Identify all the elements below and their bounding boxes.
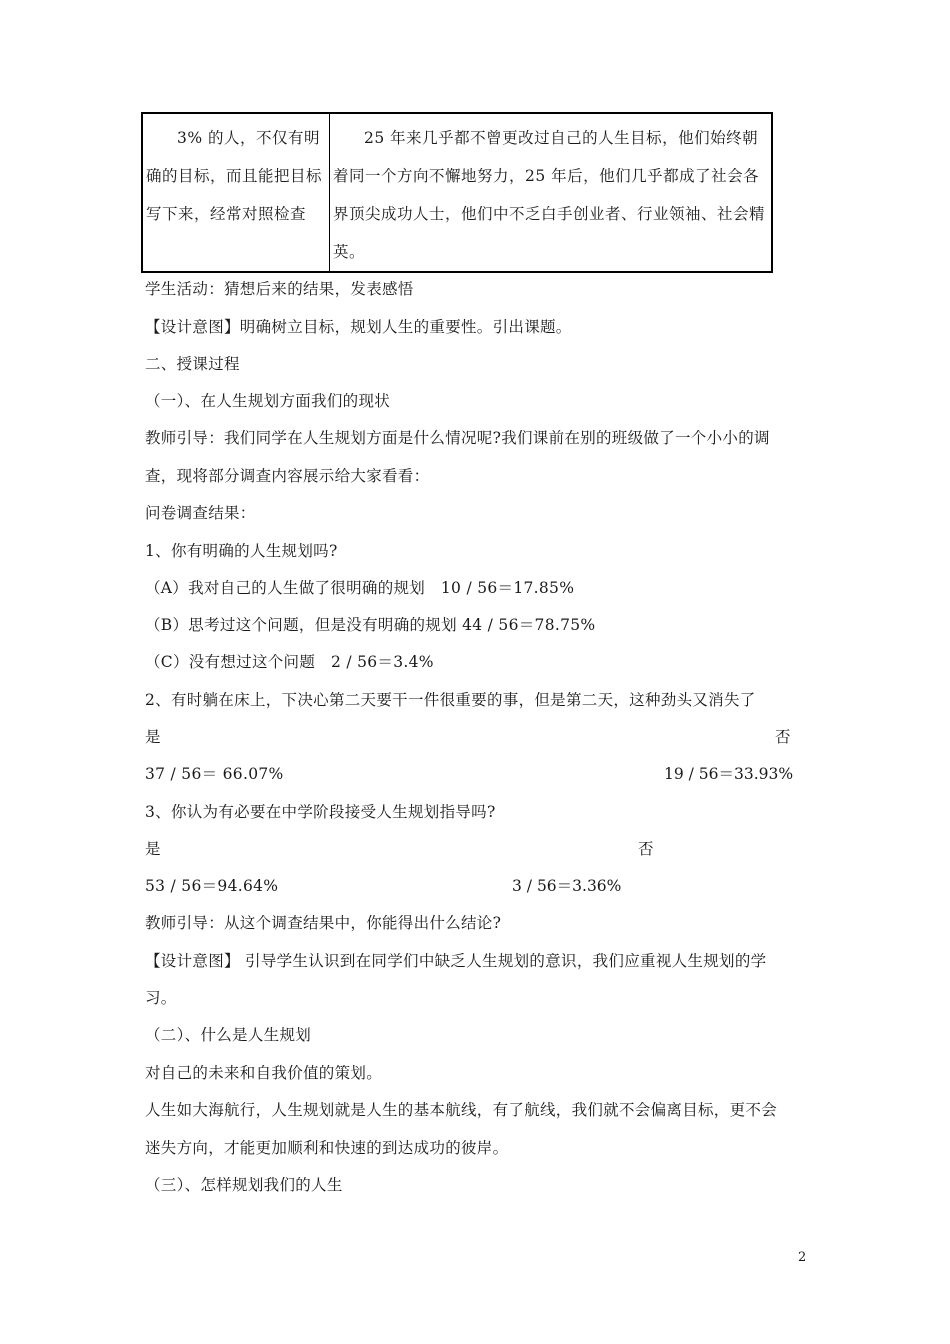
table-left-text: 3% 的人，不仅有明确的目标，而且能把目标写下来，经常对照检查 xyxy=(146,129,323,223)
survey-results-heading: 问卷调查结果： xyxy=(145,504,256,522)
design-intent-line-2: 【设计意图】 引导学生认识到在同学们中缺乏人生规划的意识，我们应重视人生规划的学 xyxy=(145,952,767,970)
teacher-guide-line: 教师引导：我们同学在人生规划方面是什么情况呢?我们课前在别的班级做了一个小小的调 xyxy=(145,429,770,447)
question-2-yes-label: 是 xyxy=(145,728,161,746)
table-right-text: 25 年来几乎都不曾更改过自己的人生目标，他们始终朝着同一个方向不懈地努力，25 年后，他们几乎都成了社会各界顶尖成功人士，他们中不乏白手创业者、行业领袖、社会精英。 xyxy=(333,129,766,261)
question-3-yes-label: 是 xyxy=(145,840,161,858)
question-2: 2、有时躺在床上，下决心第二天要干一件很重要的事，但是第二天，这种劲头又消失了 xyxy=(145,691,756,709)
question-1-option-c: （C）没有想过这个问题 2 / 56＝3.4% xyxy=(145,653,434,671)
question-2-yes-value: 37 / 56＝ 66.07% xyxy=(145,765,284,783)
teacher-guide-conclusion: 教师引导：从这个调查结果中，你能得出什么结论? xyxy=(145,914,502,932)
definition-line: 对自己的未来和自我价值的策划。 xyxy=(145,1064,383,1082)
question-3-yes-value: 53 / 56＝94.64% xyxy=(145,877,279,895)
question-1: 1、你有明确的人生规划吗? xyxy=(145,542,338,560)
table-row xyxy=(142,113,772,272)
subsection-heading-2: （二）、什么是人生规划 xyxy=(145,1026,312,1044)
metaphor-line-cont: 迷失方向，才能更加顺利和快速的到达成功的彼岸。 xyxy=(145,1139,509,1157)
subsection-heading-3: （三）、怎样规划我们的人生 xyxy=(145,1176,343,1194)
survey-intro-table xyxy=(141,112,773,273)
page-number: 2 xyxy=(798,1250,807,1265)
student-activity-line: 学生活动：猜想后来的结果，发表感悟 xyxy=(145,280,414,298)
subsection-heading: （一）、在人生规划方面我们的现状 xyxy=(145,392,391,410)
question-3-no-value: 3 / 56＝3.36% xyxy=(512,877,622,895)
question-2-no-label: 否 xyxy=(775,728,791,746)
section-heading: 二、授课过程 xyxy=(145,355,240,373)
question-1-option-b: （B）思考过这个问题，但是没有明确的规划 44 / 56＝78.75% xyxy=(145,616,596,634)
table-cell-right xyxy=(330,113,773,272)
teacher-guide-line-cont: 查，现将部分调查内容展示给大家看看： xyxy=(145,467,430,485)
design-intent-line: 【设计意图】明确树立目标，规划人生的重要性。引出课题。 xyxy=(145,318,572,336)
question-2-no-value: 19 / 56＝33.93% xyxy=(664,765,794,783)
metaphor-line: 人生如大海航行，人生规划就是人生的基本航线，有了航线，我们就不会偏离目标，更不会 xyxy=(145,1101,778,1119)
table-cell-left xyxy=(142,113,330,272)
question-3-no-label: 否 xyxy=(638,840,654,858)
design-intent-line-2-cont: 习。 xyxy=(145,989,177,1007)
question-1-option-a: （A）我对自己的人生做了很明确的规划 10 / 56＝17.85% xyxy=(145,579,575,597)
question-3: 3、你认为有必要在中学阶段接受人生规划指导吗? xyxy=(145,803,496,821)
